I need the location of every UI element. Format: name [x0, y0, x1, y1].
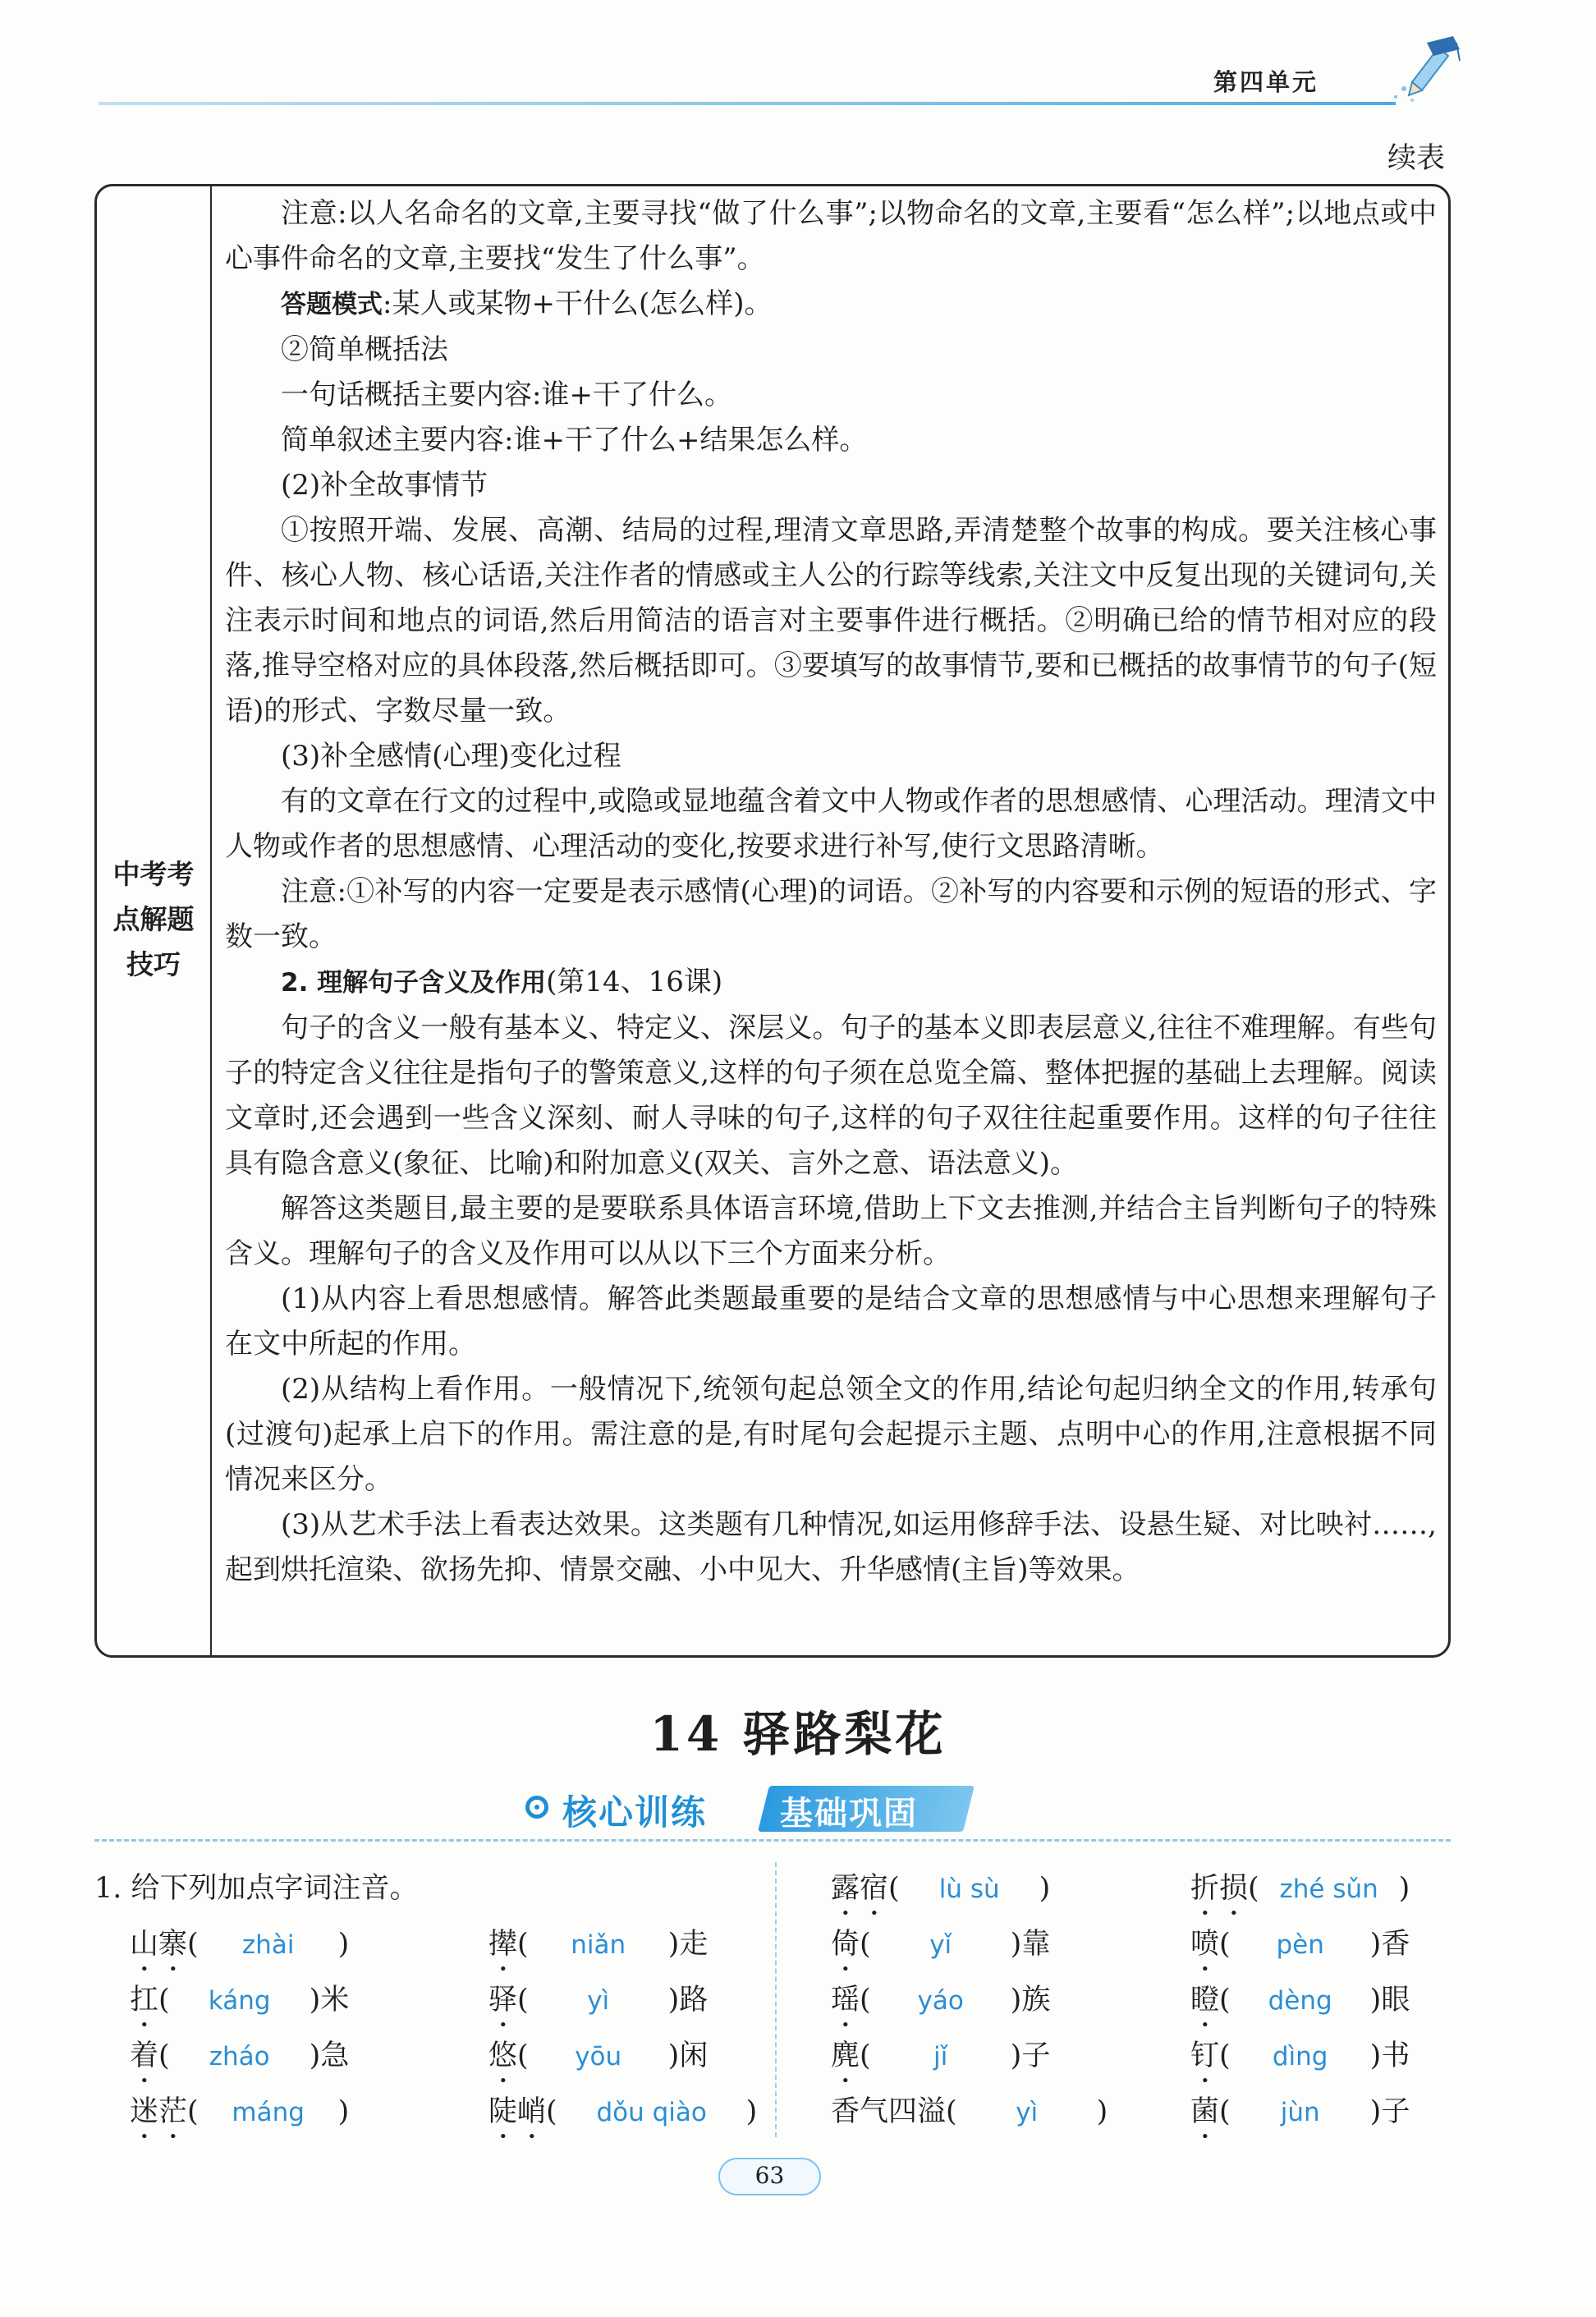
tips-label-line: 中考考 [112, 858, 195, 890]
item-word: 瑶 [831, 1984, 860, 2016]
page-number: 63 [754, 2162, 785, 2189]
tips-paragraph: 注意:以人名命名的文章,主要寻找“做了什么事”;以物命名的文章,主要看“怎么样”;以地点或中心事件命名的文章,主要找“发生了什么事”。 [225, 197, 1437, 275]
item-suffix: 书 [1381, 2039, 1410, 2072]
item-word: 迷茫 [130, 2095, 188, 2128]
item-suffix: 香 [1381, 1928, 1410, 1961]
column-separator [775, 1862, 777, 2137]
tips-paragraph: (2)补全故事情节 [281, 469, 488, 502]
item-word: 陡峭 [488, 2095, 547, 2128]
exercise-item: 陡峭( dǒu qiào ) [488, 2095, 758, 2128]
tips-paragraph: 注意:①补写的内容一定要是表示感情(心理)的词语。②补写的内容要和示例的短语的形式、字数一致。 [225, 875, 1437, 953]
answer-mode-text: :某人或某物+干什么(怎么样)。 [383, 287, 773, 320]
banner-basic-consolidation: 基础巩固 [780, 1795, 918, 1833]
tips-content [225, 191, 1437, 1593]
pinyin-answer[interactable]: jǐ [933, 2042, 948, 2072]
exercise-question: 1. 给下列加点字词注音。 [94, 1872, 419, 1905]
item-suffix: 子 [1381, 2095, 1410, 2128]
header-rule [99, 102, 1396, 105]
pinyin-answer[interactable]: zhé sǔn [1279, 1874, 1378, 1904]
pinyin-answer[interactable]: lù sù [938, 1874, 1000, 1904]
exercise-item: 麂( jǐ )子 [831, 2039, 1051, 2072]
item-word: 悠 [488, 2039, 518, 2072]
answer-mode [225, 282, 1437, 328]
item-word: 驿 [488, 1984, 518, 2016]
tips-paragraph: (1)从内容上看思想感情。解答此类题最重要的是结合文章的思想感情与中心思想来理解句子在文中所起的作用。 [225, 1282, 1437, 1360]
exercise-item: 瞪( dèng )眼 [1190, 1984, 1410, 2016]
item-word: 露宿 [831, 1872, 889, 1905]
pinyin-answer[interactable]: yáo [917, 1986, 964, 2016]
exercise-item: 扛( káng )米 [130, 1984, 350, 2016]
item-suffix: 走 [679, 1928, 709, 1961]
item-word: 钉 [1190, 2039, 1220, 2072]
banner-core-training: 核心训练 [562, 1792, 708, 1833]
exercise-item: 香气四溢( yì ) [831, 2095, 1108, 2128]
tips-paragraph: (3)补全感情(心理)变化过程 [281, 740, 621, 773]
dashed-divider [94, 1839, 1451, 1842]
item-suffix: 眼 [1381, 1984, 1410, 2016]
section-banner [525, 1786, 1002, 1835]
pinyin-answer[interactable]: niǎn [571, 1930, 626, 1960]
tips-paragraph: ①按照开端、发展、高潮、结局的过程,理清文章思路,弄清楚整个故事的构成。要关注核心事件、核心人物、核心话语,关注作者的情感或主人公的行踪等线索,关注文中反复出现的关键词句,关注表示时间和地点的词语,然后用简洁的语言对主要事件进行概括。②明确已给的情节相对应的段落,推导空格对应的具体段落,然后概括即可。③要填写的故事情节,要和已概括的故事情节的句子(短语)的形式、字数尽量一致。 [225, 514, 1437, 727]
item-word: 倚 [831, 1928, 860, 1961]
exercise-item: 菌( jùn )子 [1190, 2095, 1410, 2128]
pinyin-answer[interactable]: yōu [575, 2042, 622, 2072]
pinyin-answer[interactable]: pèn [1276, 1930, 1324, 1960]
exercise-item: 折损( zhé sǔn ) [1190, 1872, 1410, 1905]
tips-label-line: 点解题 [112, 903, 195, 935]
item-suffix: 靠 [1021, 1928, 1051, 1961]
tips-paragraph: 有的文章在行文的过程中,或隐或显地蕴含着文中人物或作者的思想感情、心理活动。理清文中人物或作者的思想感情、心理活动的变化,按要求进行补写,使行文思路清晰。 [225, 785, 1437, 863]
pinyin-answer[interactable]: zhài [241, 1930, 295, 1960]
table-divider [210, 186, 212, 1655]
item-word: 瞪 [1190, 1984, 1220, 2016]
item-suffix: 米 [320, 1984, 350, 2016]
exercise-item: 喷( pèn )香 [1190, 1928, 1410, 1961]
tips-paragraph: (3)从艺术手法上看表达效果。这类题有几种情况,如运用修辞手法、设悬生疑、对比映衬……,起到烘托渲染、欲扬先抑、情景交融、小中见大、升华感情(主旨)等效果。 [225, 1508, 1437, 1586]
item-suffix: 族 [1021, 1984, 1051, 2016]
item-suffix: 急 [320, 2039, 350, 2072]
item-word: 着 [130, 2039, 159, 2072]
lesson-title: 14 驿路梨花 [649, 1706, 947, 1762]
item-word: 扛 [130, 1984, 159, 2016]
item-word: 麂 [831, 2039, 860, 2072]
pinyin-answer[interactable]: dèng [1268, 1986, 1332, 2016]
exercise-item: 撵( niǎn )走 [488, 1928, 709, 1961]
answer-mode-label: 答题模式 [281, 290, 383, 319]
tips-paragraph: 一句话概括主要内容:谁+干了什么。 [281, 379, 732, 411]
exercise-item: 迷茫( máng ) [130, 2095, 350, 2128]
item-word: 香气四溢 [831, 2095, 947, 2128]
tips-paragraph: 简单叙述主要内容:谁+干了什么+结果怎么样。 [281, 424, 868, 457]
exercise-item: 着( zháo )急 [130, 2039, 350, 2072]
continued-label: 续表 [1387, 142, 1446, 175]
exercise-item: 驿( yì )路 [488, 1984, 709, 2016]
pinyin-answer[interactable]: dǒu qiào [596, 2098, 707, 2127]
pinyin-answer[interactable]: yì [1016, 2098, 1039, 2127]
target-icon [525, 1796, 548, 1819]
exam-tips-table [94, 184, 1451, 1658]
item-word: 菌 [1190, 2095, 1220, 2128]
item-word: 喷 [1190, 1928, 1220, 1961]
item-word: 撵 [488, 1928, 518, 1961]
tips-paragraph: 句子的含义一般有基本义、特定义、深层义。句子的基本义即表层意义,往往不难理解。有些句子的特定含义往往是指句子的警策意义,这样的句子须在总览全篇、整体把握的基础上去理解。阅读文章时,还会遇到一些含义深刻、耐人寻味的句子,这样的句子双往往起重要作用。这样的句子往往具有隐含意义(象征、比喻)和附加意义(双关、言外之意、语法意义)。 [225, 1012, 1437, 1180]
item-suffix: 子 [1021, 2039, 1051, 2072]
item-suffix: 路 [679, 1984, 709, 2016]
section-2-label: 2. 理解句子含义及作用 [281, 968, 547, 998]
pinyin-answer[interactable]: dìng [1272, 2042, 1328, 2072]
tips-row-label [97, 851, 210, 987]
tips-paragraph: (2)从结构上看作用。一般情况下,统领句起总领全文的作用,结论句起归纳全文的作用,转承句(过渡句)起承上启下的作用。需注意的是,有时尾句会起提示主题、点明中心的作用,注意根据不同情况来区分。 [225, 1373, 1437, 1496]
exercise-item: 悠( yōu )闲 [488, 2039, 709, 2072]
pinyin-answer[interactable]: jùn [1280, 2098, 1320, 2127]
unit-header: 第四单元 [1213, 68, 1319, 96]
pinyin-answer[interactable]: yǐ [929, 1930, 952, 1960]
exercise-item: 瑶( yáo )族 [831, 1984, 1051, 2016]
exercise-item: 露宿( lù sù ) [831, 1872, 1051, 1905]
exercise-item: 钉( dìng )书 [1190, 2039, 1410, 2072]
tips-label-line: 技巧 [126, 948, 181, 980]
pinyin-answer[interactable]: máng [232, 2098, 305, 2127]
pinyin-answer[interactable]: káng [208, 1986, 271, 2016]
exercise-item: 山寨( zhài ) [130, 1928, 350, 1961]
pinyin-answer[interactable]: yì [587, 1986, 610, 2016]
section-2-ref: (第14、16课) [546, 966, 723, 998]
pencil-cap-icon [1387, 31, 1463, 113]
item-word: 折损 [1190, 1872, 1249, 1905]
item-suffix: 闲 [679, 2039, 709, 2072]
tips-paragraph: 解答这类题目,最主要的是要联系具体语言环境,借助上下文去推测,并结合主旨判断句子的特殊含义。理解句子的含义及作用可以从以下三个方面来分析。 [225, 1192, 1437, 1270]
pinyin-answer[interactable]: zháo [209, 2042, 270, 2072]
section-2-heading [225, 960, 1437, 1006]
item-word: 山寨 [130, 1928, 188, 1961]
exercise-item: 倚( yǐ )靠 [831, 1928, 1051, 1961]
tips-paragraph: ②简单概括法 [281, 333, 448, 366]
